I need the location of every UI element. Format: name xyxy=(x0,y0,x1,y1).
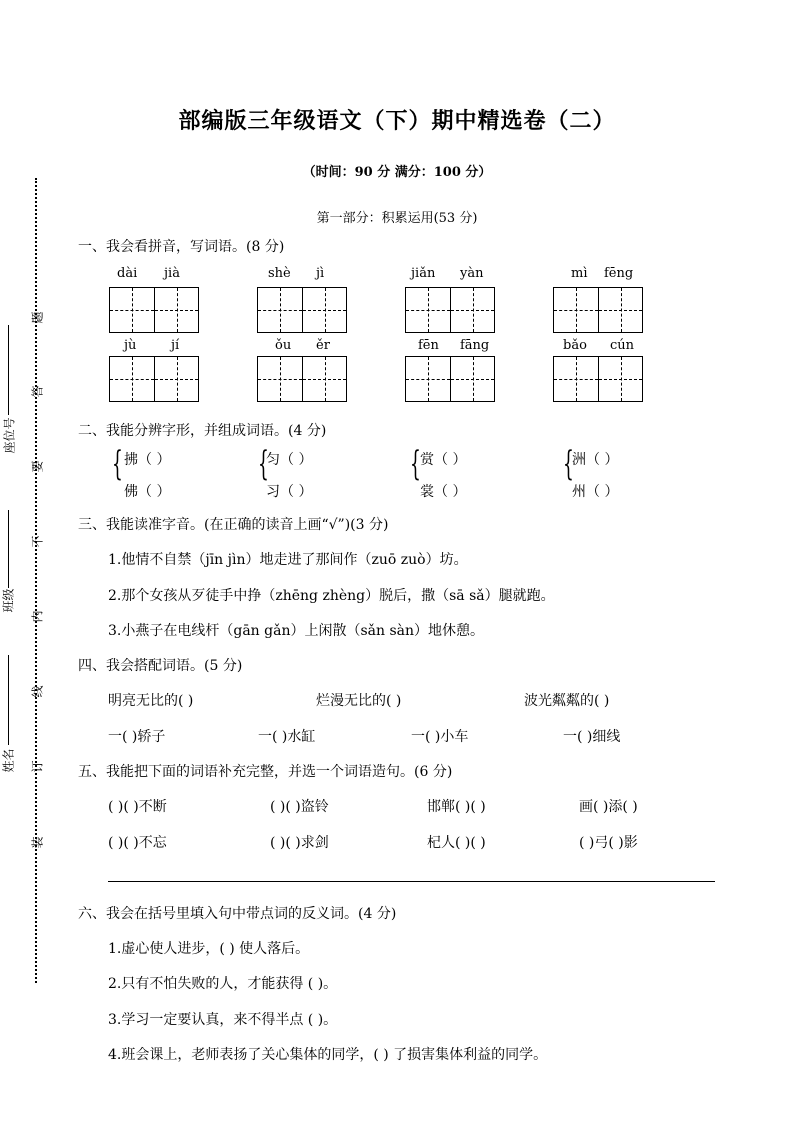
q1-writing-grid[interactable] xyxy=(405,356,495,402)
q5-blank[interactable]: ( )( )盗铃 xyxy=(270,799,329,815)
q1-heading: 一、我会看拼音，写词语。(8 分) xyxy=(78,239,285,255)
q2-word-blank[interactable]: 州（ ） xyxy=(572,484,619,500)
q2-word-blank[interactable]: 赏（ ） xyxy=(420,452,467,468)
q2-word-blank[interactable]: 匀（ ） xyxy=(266,452,313,468)
q5-blank[interactable]: 画( )添( ) xyxy=(579,799,638,815)
side-char-2: 要 xyxy=(30,460,45,473)
q2-brace: { xyxy=(410,444,421,484)
q2-word-blank[interactable]: 拂（ ） xyxy=(124,452,171,468)
part-one-heading: 第一部分：积累运用(53 分) xyxy=(316,211,478,226)
q5-blank[interactable]: 杞人( )( ) xyxy=(427,835,486,851)
side-char-6: 订 xyxy=(30,760,45,773)
q4-blank[interactable]: 一( )小车 xyxy=(411,729,469,745)
q1-pinyin: dài xyxy=(117,266,138,281)
side-char-4: 内 xyxy=(30,610,45,623)
q5-sentence-line[interactable] xyxy=(108,881,715,882)
q4-blank[interactable]: 波光粼粼的( ) xyxy=(524,693,610,709)
q1-pinyin: bǎo xyxy=(563,338,587,353)
q1-writing-grid[interactable] xyxy=(553,356,643,402)
seat-number-line xyxy=(8,325,9,415)
q2-brace: { xyxy=(112,444,123,484)
q3-item: 3.小燕子在电线杆（gān gǎn）上闲散（sǎn sàn）地休憩。 xyxy=(108,623,485,639)
seat-number-label: 座位号 xyxy=(2,417,17,454)
q5-blank[interactable]: ( )( )不忘 xyxy=(108,835,167,851)
q2-brace: { xyxy=(258,444,269,484)
q5-blank[interactable]: 邯郸( )( ) xyxy=(427,799,486,815)
q5-heading: 五、我能把下面的词语补充完整，并选一个词语造句。(6 分) xyxy=(78,764,453,780)
q4-blank[interactable]: 一( )轿子 xyxy=(108,729,166,745)
q1-writing-grid[interactable] xyxy=(257,356,347,402)
q3-item: 1.他情不自禁（jīn jìn）地走进了那间作（zuō zuò）坊。 xyxy=(108,552,468,568)
q1-writing-grid[interactable] xyxy=(257,287,347,333)
q6-item: 2.只有不怕失败的人，才能获得 ( )。 xyxy=(108,976,338,992)
exam-subtitle: （时间：90 分 满分：100 分） xyxy=(302,165,492,180)
q1-writing-grid[interactable] xyxy=(405,287,495,333)
q5-blank[interactable]: ( )( )求剑 xyxy=(270,835,329,851)
q1-pinyin: jì xyxy=(316,266,325,281)
q1-pinyin: fāng xyxy=(460,338,490,353)
q6-item: 3.学习一定要认真，来不得半点 ( )。 xyxy=(108,1012,338,1028)
q6-item: 1.虚心使人进步，( ) 使人落后。 xyxy=(108,941,310,957)
q1-pinyin: jí xyxy=(171,338,180,353)
q1-pinyin: ǒu xyxy=(275,338,292,353)
side-char-1: 答 xyxy=(30,385,45,398)
q2-brace: { xyxy=(563,444,574,484)
q1-pinyin: fēng xyxy=(604,266,634,281)
q3-item: 2.那个女孩从歹徒手中挣（zhēng zhèng）脱后，撒（sā sǎ）腿就跑。 xyxy=(108,588,555,604)
name-line xyxy=(8,655,9,745)
q1-pinyin: shè xyxy=(268,266,291,281)
side-char-3: 不 xyxy=(30,535,45,548)
q5-blank[interactable]: ( )( )不断 xyxy=(108,799,167,815)
class-label: 班级 xyxy=(1,588,16,613)
q1-pinyin: fēn xyxy=(418,338,439,353)
q4-heading: 四、我会搭配词语。(5 分) xyxy=(78,658,243,674)
q4-blank[interactable]: 一( )水缸 xyxy=(258,729,316,745)
side-char-0: 题 xyxy=(30,311,45,324)
q1-pinyin: yàn xyxy=(460,266,484,281)
q4-blank[interactable]: 烂漫无比的( ) xyxy=(316,693,402,709)
q4-blank[interactable]: 一( )细线 xyxy=(563,729,621,745)
q5-blank[interactable]: ( )弓( )影 xyxy=(579,835,638,851)
q2-word-blank[interactable]: 裳（ ） xyxy=(420,484,467,500)
q1-pinyin: jiǎn xyxy=(411,266,436,281)
q2-word-blank[interactable]: 佛（ ） xyxy=(124,484,171,500)
q2-heading: 二、我能分辨字形，并组成词语。(4 分) xyxy=(78,423,327,439)
name-label: 姓名 xyxy=(1,748,16,773)
binding-dotted-line xyxy=(35,178,37,983)
q6-heading: 六、我会在括号里填入句中带点词的反义词。(4 分) xyxy=(78,906,397,922)
q1-pinyin: ěr xyxy=(316,338,330,353)
q1-pinyin: jià xyxy=(164,266,180,281)
side-char-7: 装 xyxy=(30,836,45,849)
class-line xyxy=(8,510,9,588)
q1-pinyin: jù xyxy=(124,338,137,353)
q3-heading: 三、我能读准字音。(在正确的读音上画“√”)(3 分) xyxy=(78,517,389,533)
q1-writing-grid[interactable] xyxy=(109,356,199,402)
q1-writing-grid[interactable] xyxy=(553,287,643,333)
side-char-5: 线 xyxy=(30,685,45,698)
q1-pinyin: mì xyxy=(571,266,588,281)
q2-word-blank[interactable]: 洲（ ） xyxy=(572,452,619,468)
q1-pinyin: cún xyxy=(610,338,635,353)
q4-blank[interactable]: 明亮无比的( ) xyxy=(108,693,194,709)
q1-writing-grid[interactable] xyxy=(109,287,199,333)
q2-word-blank[interactable]: 习（ ） xyxy=(266,484,313,500)
exam-title: 部编版三年级语文（下）期中精选卷（二） xyxy=(178,108,616,134)
q6-item: 4.班会课上，老师表扬了关心集体的同学，( ) 了损害集体利益的同学。 xyxy=(108,1047,548,1063)
